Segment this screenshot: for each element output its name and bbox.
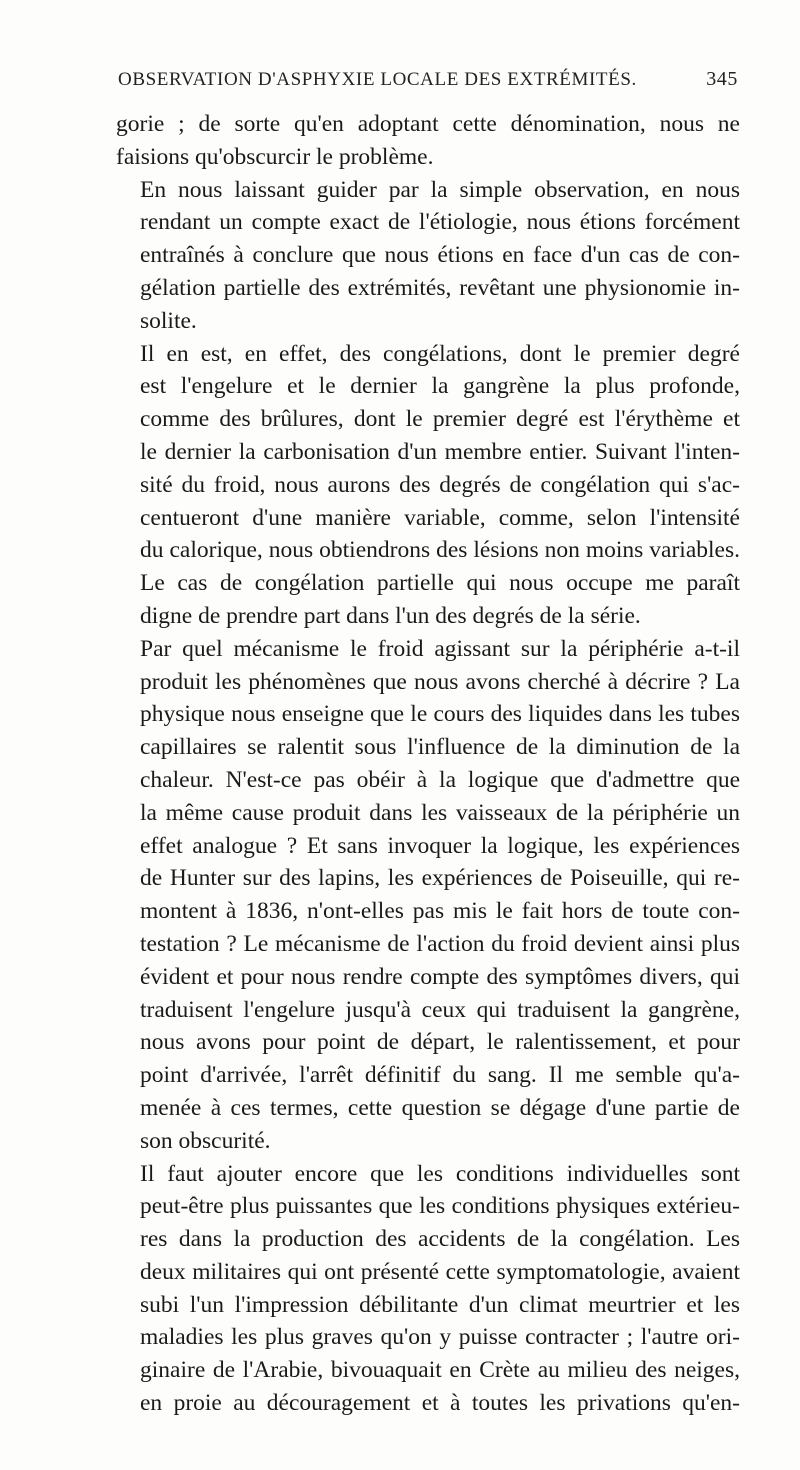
text-line: Il faut ajouter encore que les conditions individuelles sont bbox=[140, 1160, 740, 1187]
text-line: rendant un compte exact de l'étiologie, nous étions forcément bbox=[140, 209, 740, 236]
text-line: la même cause produit dans les vaisseaux de la périphérie un bbox=[140, 799, 740, 826]
text-line: menée à ces termes, cette question se dégage d'une partie de bbox=[140, 1094, 740, 1121]
text-line: centueront d'une manière variable, comme, selon l'intensité bbox=[140, 504, 740, 531]
text-line: en proie au découragement et à toutes les privations qu'en- bbox=[140, 1390, 740, 1417]
text-line: entraînés à conclure que nous étions en face d'un cas de con- bbox=[140, 242, 740, 269]
text-line: deux militaires qui ont présenté cette symptomatologie, avaient bbox=[140, 1258, 740, 1285]
text-line: Par quel mécanisme le froid agissant sur la périphérie a-t-il bbox=[140, 635, 740, 662]
text-line: Il en est, en effet, des congélations, dont le premier degré bbox=[140, 340, 740, 367]
text-line: maladies les plus graves qu'on y puisse contracter ; l'autre ori- bbox=[140, 1324, 740, 1351]
text-line: testation ? Le mécanisme de l'action du froid devient ainsi plus bbox=[140, 930, 740, 957]
text-line: traduisent l'engelure jusqu'à ceux qui traduisent la gangrène, bbox=[140, 996, 740, 1023]
text-line: de Hunter sur des lapins, les expériences de Poiseuille, qui re- bbox=[140, 865, 740, 892]
text-line: faisions qu'obscurcir le problème. bbox=[116, 143, 434, 170]
text-line: ginaire de l'Arabie, bivouaquait en Crète au milieu des neiges, bbox=[140, 1357, 740, 1384]
text-line: peut-être plus puissantes que les conditions physiques extérieu- bbox=[140, 1193, 740, 1220]
text-line: chaleur. N'est-ce pas obéir à la logique que d'admettre que bbox=[140, 766, 740, 793]
text-line: nous avons pour point de départ, le ralentissement, et pour bbox=[140, 1029, 740, 1056]
text-line: le dernier la carbonisation d'un membre entier. Suivant l'inten- bbox=[140, 438, 740, 465]
text-line: est l'engelure et le dernier la gangrène la plus profonde, bbox=[140, 373, 740, 400]
text-line: son obscurité. bbox=[140, 1127, 271, 1154]
text-line: du calorique, nous obtiendrons des lésions non moins variables. bbox=[140, 537, 740, 564]
paragraph-5 bbox=[116, 1158, 740, 1420]
paragraph-1 bbox=[116, 108, 740, 174]
paragraph-2 bbox=[116, 174, 740, 338]
text-line: Le cas de congélation partielle qui nous occupe me paraît bbox=[140, 570, 740, 597]
paragraph-4 bbox=[116, 633, 740, 1158]
text-line: capillaires se ralentit sous l'influence de la diminution de la bbox=[140, 734, 740, 761]
text-line: produit les phénomènes que nous avons cherché à décrire ? La bbox=[140, 668, 740, 695]
text-line: évident et pour nous rendre compte des symptômes divers, qui bbox=[140, 963, 740, 990]
text-line: digne de prendre part dans l'un des degrés de la série. bbox=[140, 602, 641, 629]
text-line: physique nous enseigne que le cours des liquides dans les tubes bbox=[140, 701, 740, 728]
text-line: En nous laissant guider par la simple observation, en nous bbox=[140, 176, 740, 203]
text-line: gorie ; de sorte qu'en adoptant cette dénomination, nous ne bbox=[116, 111, 740, 137]
text-line: comme des brûlures, dont le premier degré est l'érythème et bbox=[140, 406, 740, 433]
text-line: montent à 1836, n'ont-elles pas mis le fait hors de toute con- bbox=[140, 898, 740, 925]
body-text bbox=[116, 108, 740, 1420]
paragraph-3 bbox=[116, 338, 740, 633]
text-line: subi l'un l'impression débilitante d'un climat meurtrier et les bbox=[140, 1291, 740, 1318]
running-title: OBSERVATION D'ASPHYXIE LOCALE DES EXTRÉMITÉS. bbox=[118, 69, 637, 90]
text-line: solite. bbox=[140, 307, 197, 334]
text-line: effet analogue ? Et sans invoquer la logique, les expériences bbox=[140, 832, 740, 859]
text-line: gélation partielle des extrémités, revêtant une physionomie in- bbox=[140, 274, 740, 301]
running-head bbox=[118, 68, 738, 98]
text-line: point d'arrivée, l'arrêt définitif du sang. Il me semble qu'a- bbox=[140, 1062, 740, 1089]
text-line: sité du froid, nous aurons des degrés de congélation qui s'ac- bbox=[140, 471, 740, 498]
page-number: 345 bbox=[706, 68, 738, 90]
text-line: res dans la production des accidents de la congélation. Les bbox=[140, 1226, 740, 1253]
